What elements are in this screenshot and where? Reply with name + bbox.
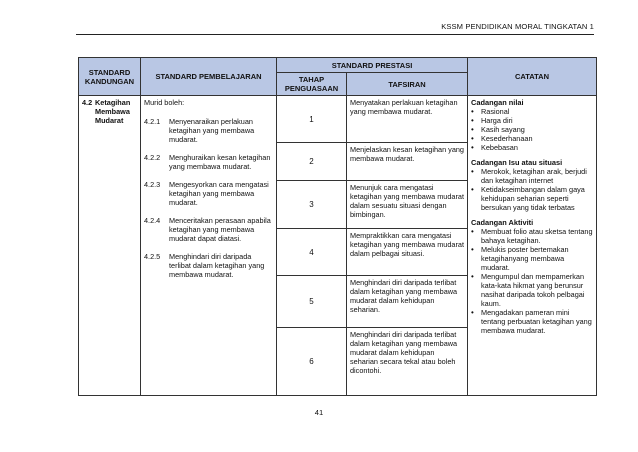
tahap-level: 1 [277, 96, 347, 143]
tafsiran-text: Mempraktikkan cara mengatasi ketagihan yang membawa mudarat dalam pelbagai situasi. [347, 229, 468, 276]
sp-item-code: 4.2.5 [144, 252, 161, 261]
tafsiran-text: Menunjuk cara mengatasi ketagihan yang membawa mudarat dalam sesuatu situasi dengan bimbingan. [347, 181, 468, 229]
col-header-standard-prestasi: STANDARD PRESTASI [277, 58, 468, 73]
sp-item [144, 216, 273, 243]
list-item: • Rasional [471, 107, 510, 116]
list-item: • Merokok, ketagihan arak, berjudi dan ketagihan internet [471, 167, 587, 185]
tafsiran-text: Menjelaskan kesan ketagihan yang membawa mudarat. [347, 143, 468, 181]
standard-kandungan-cell [79, 96, 141, 396]
tahap-level: 2 [277, 143, 347, 181]
bullet-icon: • [471, 245, 474, 254]
page-number: 41 [314, 408, 324, 417]
sp-item-text: Mengesyorkan cara mengatasi ketagihan yang membawa mudarat. [169, 180, 269, 207]
bullet-icon: • [471, 125, 474, 134]
bullet-icon: • [471, 134, 474, 143]
list-item: • Mengumpul dan mempamerkan kata-kata hikmat yang berunsur nasihat daripada tokoh pelbagai kaum. [471, 272, 585, 308]
list-item: • Mengadakan pameran mini tentang perbuatan ketagihan yang membawa mudarat. [471, 308, 592, 335]
tahap-level: 6 [277, 328, 347, 396]
list-item: • Kesederhanaan [471, 134, 533, 143]
sp-item-code: 4.2.2 [144, 153, 161, 162]
tafsiran-text: Menghindari diri daripada terlibat dalam ketagihan yang membawa mudarat dalam kehidupan seharian secara tekal atau boleh dicontohi. [347, 328, 468, 396]
sp-item [144, 180, 273, 207]
sp-item-text: Menghuraikan kesan ketagihan yang membawa mudarat. [169, 153, 271, 171]
bullet-icon: • [471, 272, 474, 281]
sp-item-code: 4.2.1 [144, 117, 161, 126]
tahap-level: 3 [277, 181, 347, 229]
bullet-icon: • [471, 308, 474, 317]
standards-table [78, 57, 597, 396]
bullet-icon: • [471, 227, 474, 236]
sp-item [144, 252, 273, 279]
list-item: • Ketidakseimbangan dalam gaya kehidupan seharian seperti bersukan yang tidak terbatas [471, 185, 585, 212]
bullet-icon: • [471, 107, 474, 116]
sp-item-code: 4.2.4 [144, 216, 161, 225]
sk-title: Ketagihan Membawa Mudarat [95, 98, 131, 125]
bullet-icon: • [471, 116, 474, 125]
document-header: KSSM PENDIDIKAN MORAL TINGKATAN 1 [441, 22, 594, 31]
col-header-tahap: TAHAP PENGUASAAN [277, 73, 347, 96]
sp-item-text: Menghindari diri daripada terlibat dalam ketagihan yang membawa mudarat. [169, 252, 265, 279]
sp-item [144, 153, 273, 171]
isu-list [471, 167, 593, 212]
list-item: • Membuat folio atau sketsa tentang bahaya ketagihan. [471, 227, 593, 245]
bullet-icon: • [471, 143, 474, 152]
aktiviti-list [471, 227, 593, 335]
tahap-level: 4 [277, 229, 347, 276]
bullet-icon: • [471, 185, 474, 194]
col-header-tafsiran: TAFSIRAN [347, 73, 468, 96]
catatan-cell [468, 96, 597, 396]
col-header-catatan: CATATAN [468, 58, 597, 96]
nilai-list [471, 107, 593, 152]
isu-title: Cadangan Isu atau situasi [471, 158, 563, 167]
sp-item [144, 117, 273, 144]
tafsiran-text: Menghindari diri daripada terlibat dalam ketagihan yang membawa mudarat dalam kehidupan seharian. [347, 276, 468, 328]
header-rule [76, 34, 594, 35]
sp-item-text: Menceritakan perasaan apabila ketagihan yang membawa mudarat dapat diatasi. [169, 216, 271, 243]
col-header-standard-kandungan: STANDARD KANDUNGAN [79, 58, 141, 96]
list-item: • Melukis poster bertemakan ketagihanyang membawa mudarat. [471, 245, 569, 272]
nilai-title: Cadangan nilai [471, 98, 524, 107]
list-item: • Kasih sayang [471, 125, 525, 134]
list-item: • Harga diri [471, 116, 513, 125]
tahap-level: 5 [277, 276, 347, 328]
sp-intro: Murid boleh: [144, 98, 185, 107]
col-header-standard-pembelajaran: STANDARD PEMBELAJARAN [141, 58, 277, 96]
aktiviti-title: Cadangan Aktiviti [471, 218, 534, 227]
sp-item-text: Menyenaraikan perlakuan ketagihan yang membawa mudarat. [169, 117, 255, 144]
tafsiran-text: Menyatakan perlakuan ketagihan yang membawa mudarat. [347, 96, 468, 143]
sp-item-code: 4.2.3 [144, 180, 161, 189]
standard-pembelajaran-cell [141, 96, 277, 396]
list-item: • Kebebasan [471, 143, 518, 152]
bullet-icon: • [471, 167, 474, 176]
sk-code: 4.2 [82, 98, 93, 107]
